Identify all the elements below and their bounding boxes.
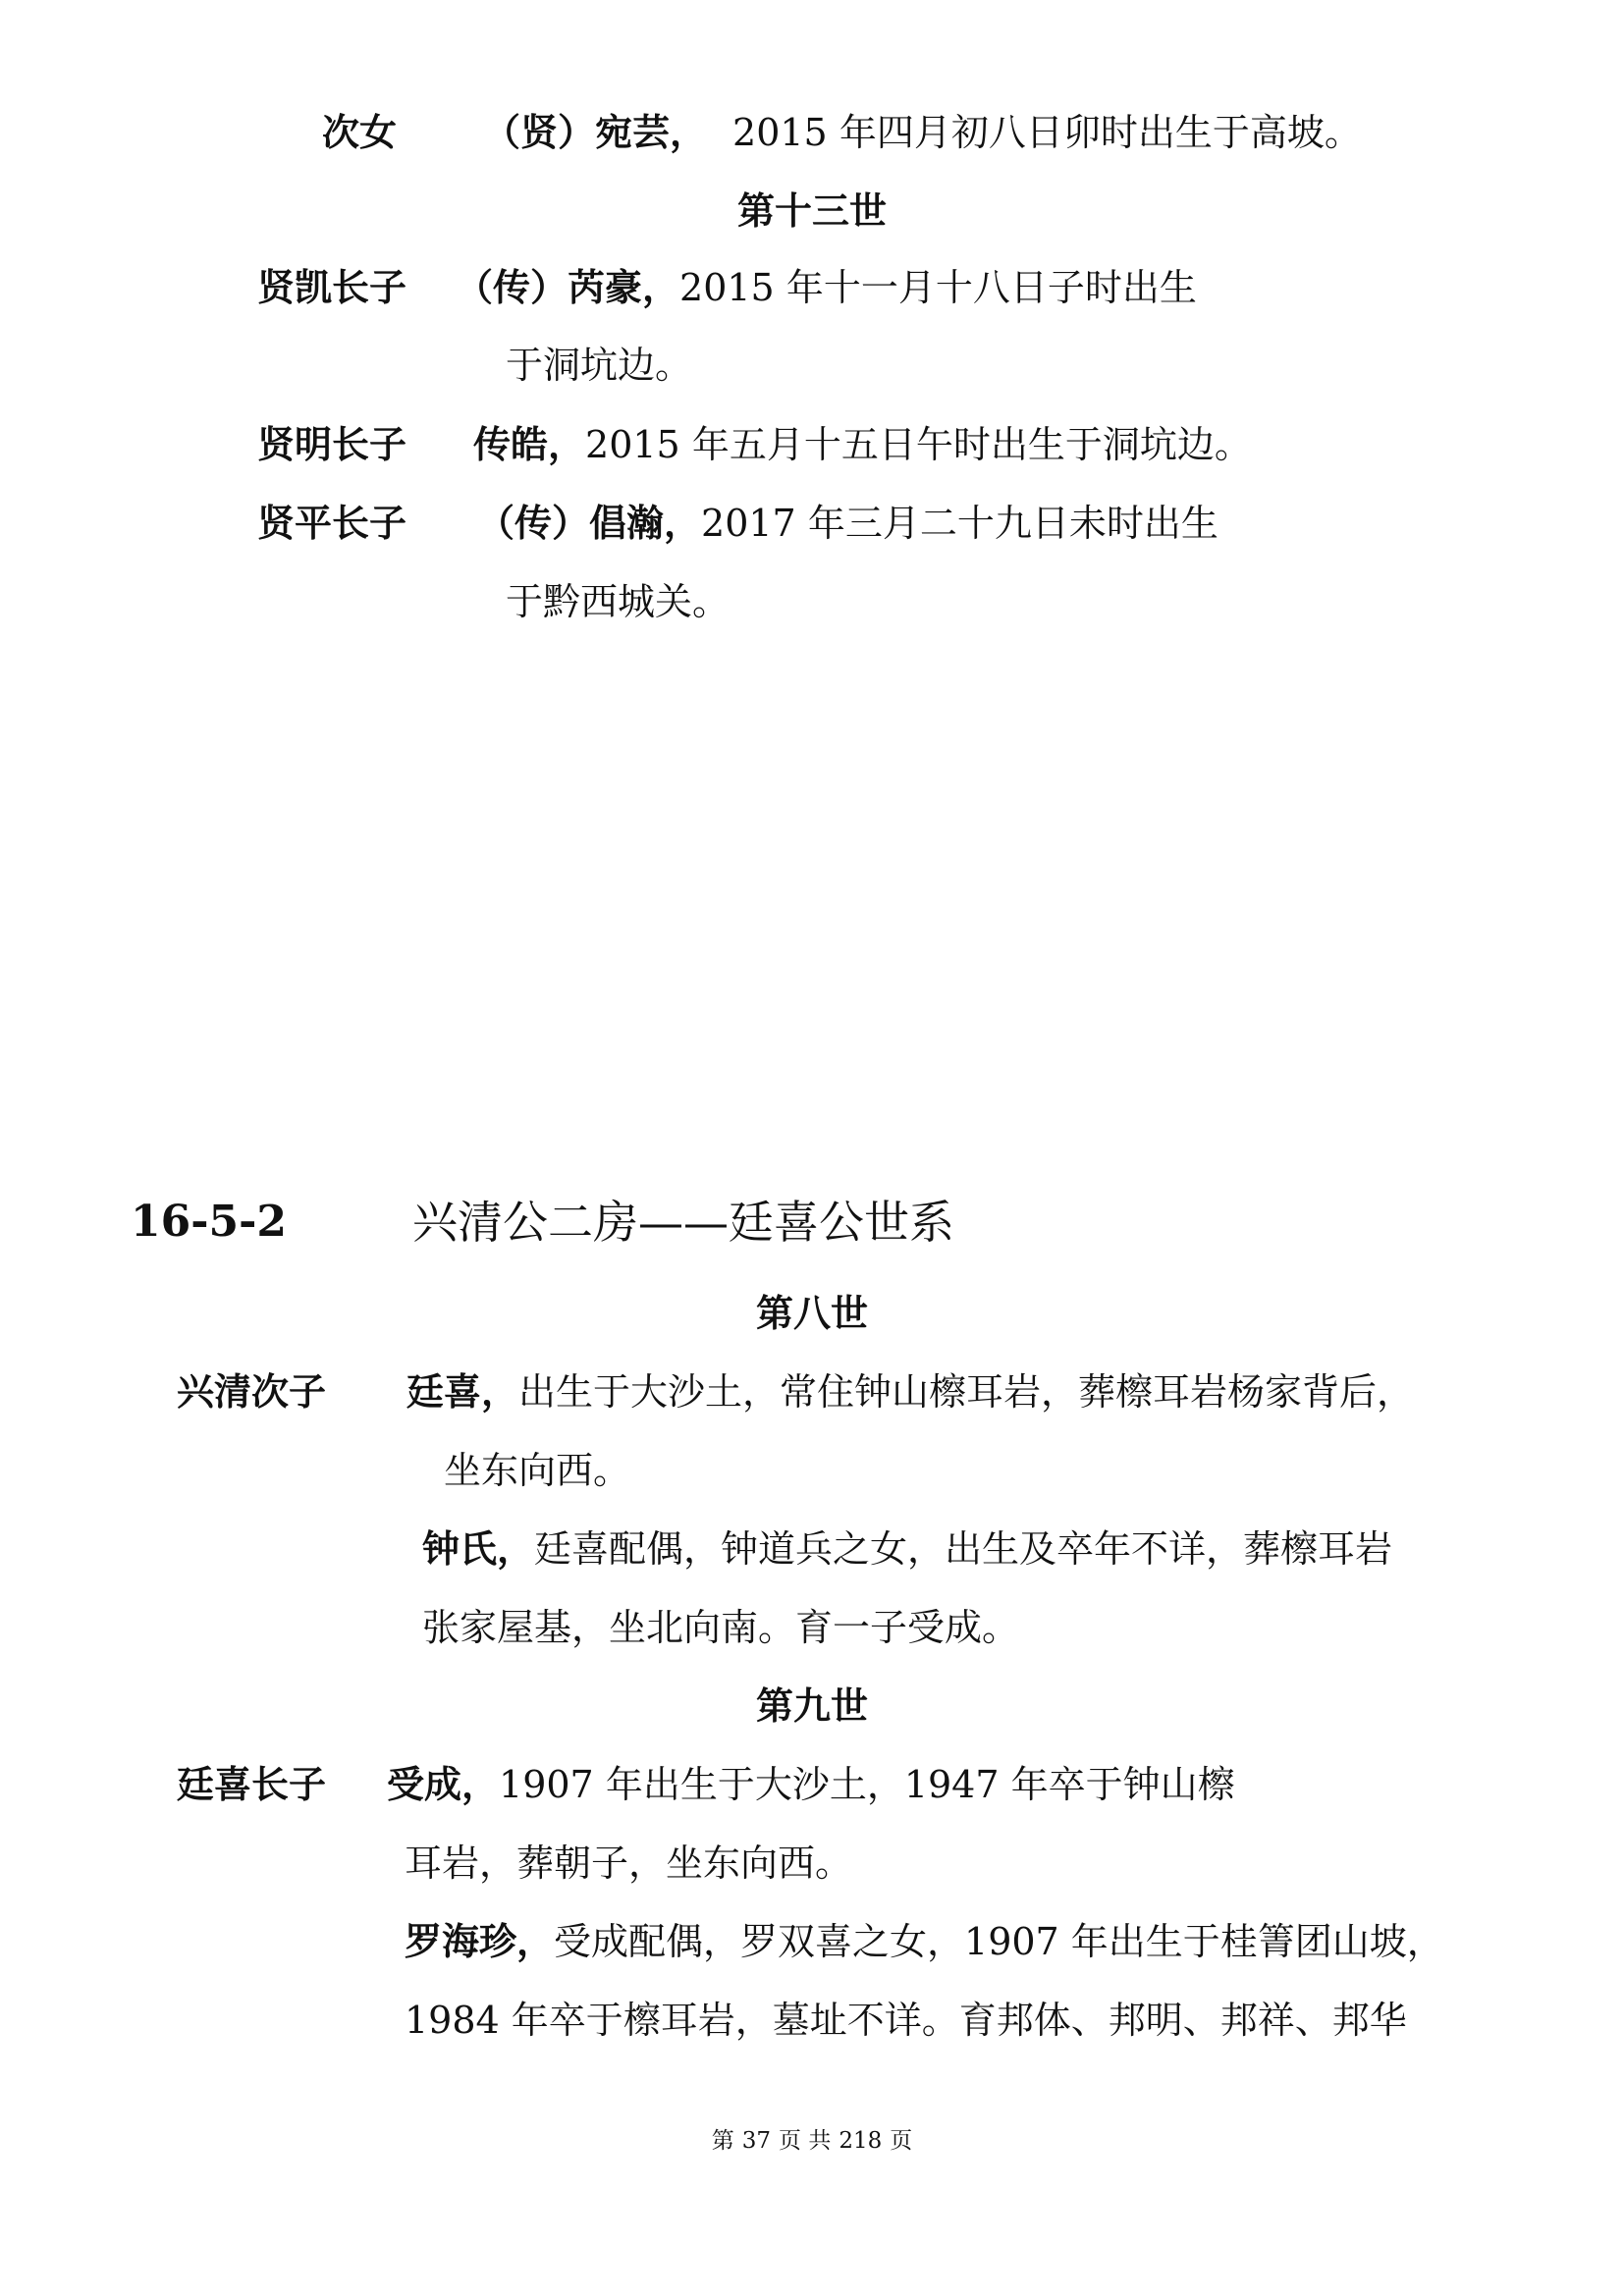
entry-xiankai-line2: 于洞坑边。	[506, 344, 693, 387]
footer-suffix: 页	[890, 2128, 913, 2154]
entry-tingxi-line2: 坐东向西。	[444, 1449, 631, 1492]
generation-heading-9: 第九世	[755, 1683, 868, 1728]
entry-shoucheng-line1	[177, 1760, 1235, 1809]
entry-xianping-line1	[257, 499, 1218, 548]
entry-label: 贤平长子	[257, 501, 407, 545]
entry-text: 受成配偶，罗双喜之女，1907 年出生于桂箐团山坡，	[554, 1920, 1444, 1963]
section-number: 16-5-2	[131, 1197, 287, 1247]
entry-luo-line1	[405, 1917, 1444, 1966]
entry-luo-line2: 1984 年卒于檫耳岩，墓址不详。育邦体、邦明、邦祥、邦华	[405, 1999, 1407, 2042]
entry-label: 贤凯长子	[257, 265, 407, 309]
entry-zhong-line1	[422, 1524, 1392, 1574]
entry-text: 2015 年四月初八日卯时出生于高坡。	[732, 111, 1362, 154]
entry-name: 钟氏，	[422, 1526, 535, 1571]
entry-name: 罗海珍，	[405, 1919, 555, 1963]
generation-heading-8: 第八世	[755, 1291, 868, 1335]
entry-label: 兴清次子	[177, 1369, 327, 1414]
entry-name: 受成，	[387, 1762, 500, 1806]
footer-middle: 页 共	[779, 2128, 832, 2154]
entry-text: 2015 年五月十五日午时出生于洞坑边。	[585, 423, 1252, 466]
entry-xiankai-line1	[257, 263, 1197, 312]
entry-daughter-line	[322, 108, 1362, 157]
entry-xianming-line	[257, 420, 1252, 469]
page-footer	[0, 2126, 1624, 2156]
entry-name: 廷喜，	[406, 1369, 519, 1414]
entry-name: （贤）宛芸，	[483, 110, 708, 154]
entry-tingxi-line1	[177, 1367, 1414, 1416]
entry-text: 廷喜配偶，钟道兵之女，出生及卒年不详，葬檫耳岩	[534, 1527, 1393, 1571]
entry-xianping-line2: 于黔西城关。	[506, 580, 731, 623]
section-title: 兴清公二房——廷喜公世系	[412, 1196, 954, 1249]
entry-label: 贤明长子	[257, 422, 407, 466]
footer-prefix: 第	[711, 2128, 734, 2154]
footer-total-pages: 218	[839, 2128, 883, 2154]
entry-shoucheng-line2: 耳岩，葬朝子，坐东向西。	[405, 1842, 853, 1885]
entry-text: 2015 年十一月十八日子时出生	[679, 266, 1197, 309]
entry-text: 2017 年三月二十九日未时出生	[701, 502, 1218, 545]
entry-name: 传皓，	[473, 422, 586, 466]
entry-zhong-line2: 张家屋基，坐北向南。育一子受成。	[422, 1606, 1020, 1649]
entry-label: 廷喜长子	[177, 1762, 327, 1806]
entry-name: （传）芮豪，	[456, 265, 680, 309]
footer-current-page: 37	[741, 2128, 772, 2154]
entry-name: （传）倡瀚，	[477, 501, 702, 545]
entry-text: 1907 年出生于大沙土，1947 年卒于钟山檫	[499, 1763, 1235, 1806]
entry-label: 次女	[322, 110, 398, 154]
generation-heading-13: 第十三世	[736, 188, 887, 233]
entry-text: 出生于大沙土，常住钟山檫耳岩，葬檫耳岩杨家背后，	[518, 1370, 1415, 1414]
